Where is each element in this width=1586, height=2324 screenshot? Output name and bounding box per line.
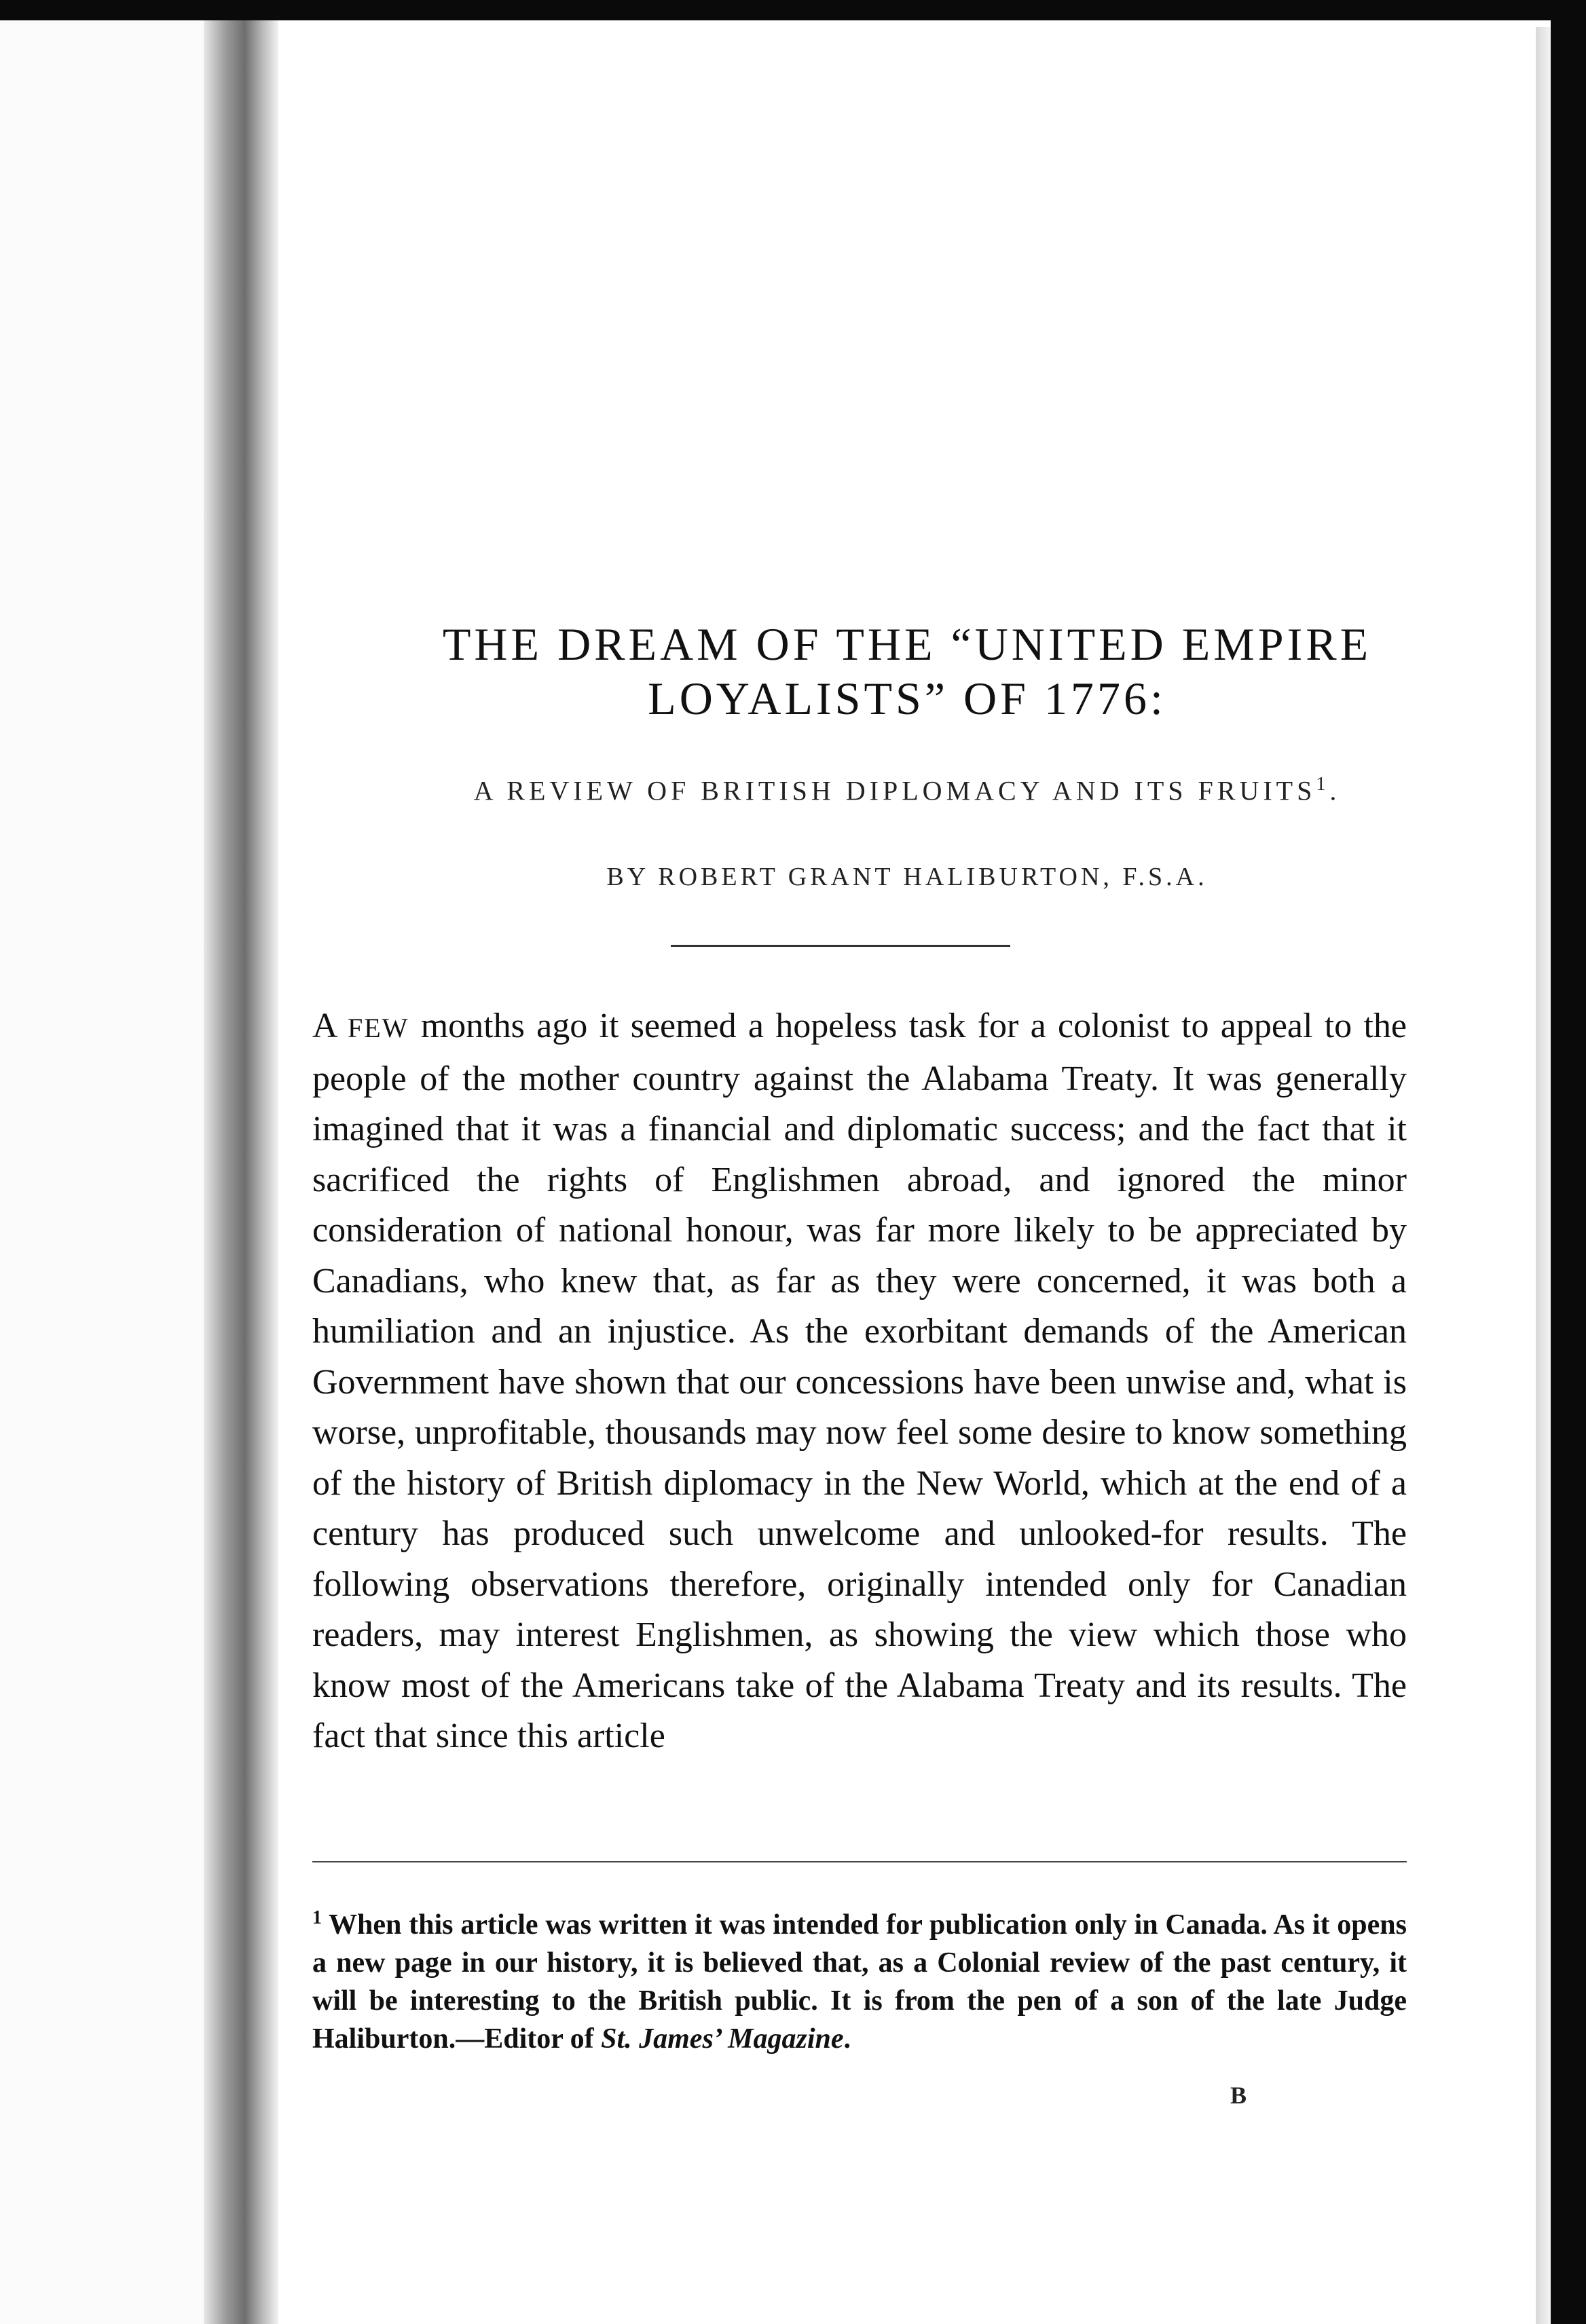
scan-edge-top xyxy=(0,0,1586,20)
article-byline: BY ROBERT GRANT HALIBURTON, F.S.A. xyxy=(606,863,1208,891)
signature-mark: B xyxy=(1230,2082,1247,2109)
body-paragraph: months ago it seemed a hopeless task for a colonist to appeal to the people of the mother country against the Alabama Treaty. It was generally imagined that it was a financial and diplomatic success; and the fact that it sacrificed the rights of Englishmen abroad, and ignored the minor consideration of national honour, was far more likely to be appreciated by Canadians, who knew that, as far as they were concerned, it was both a humiliation and an injustice. As the exorbitant demands of the American Government have shown that our concessions have been unwise and, what is worse, unprofitable, thousands may now feel some desire to know something of the history of British diplomacy in the New World, which at the end of a century has produced such unwelcome and unlooked-for results. The following observations therefore, originally intended only for Canadian readers, may interest Englishmen, as showing the view which those who know most of the Americans take of the Alabama Treaty and its results. The fact that since this article xyxy=(312,1007,1407,1755)
article-title-line-2: LOYALISTS” OF 1776: xyxy=(648,673,1166,724)
footnote-text: When this article was written it was intended for publication only in Canada. As it opens a new page in our history, it is believed that, as a Colonial review of the past century, it will be interesting to the British public. It is from the pen of a son of the late Judge Haliburton.—Editor of xyxy=(312,1909,1407,2055)
subtitle-text: A REVIEW OF BRITISH DIPLOMACY AND ITS FRUITS xyxy=(473,775,1316,806)
footnote xyxy=(312,1899,1407,2058)
article-page xyxy=(278,20,1536,2324)
title-divider xyxy=(671,945,1010,947)
scan-edge-right xyxy=(1551,0,1586,2324)
book-gutter xyxy=(204,20,278,2324)
article-title-line-1: THE DREAM OF THE “UNITED EMPIRE xyxy=(442,618,1372,670)
article-subtitle xyxy=(278,774,1536,806)
footnote-divider xyxy=(312,1861,1407,1862)
subtitle-end: . xyxy=(1329,775,1341,806)
footnote-magazine: St. James’ Magazine xyxy=(601,2023,844,2055)
page-edge-shadow xyxy=(1536,27,1551,2324)
body-smallcaps: FEW xyxy=(347,1013,409,1043)
footnote-end: . xyxy=(843,2023,851,2055)
body-first-word: A xyxy=(312,1007,336,1045)
footnote-marker: 1 xyxy=(312,1907,322,1928)
subtitle-footnote-ref: 1 xyxy=(1316,774,1330,795)
facing-page xyxy=(0,20,204,2324)
article-body xyxy=(312,1001,1407,1762)
